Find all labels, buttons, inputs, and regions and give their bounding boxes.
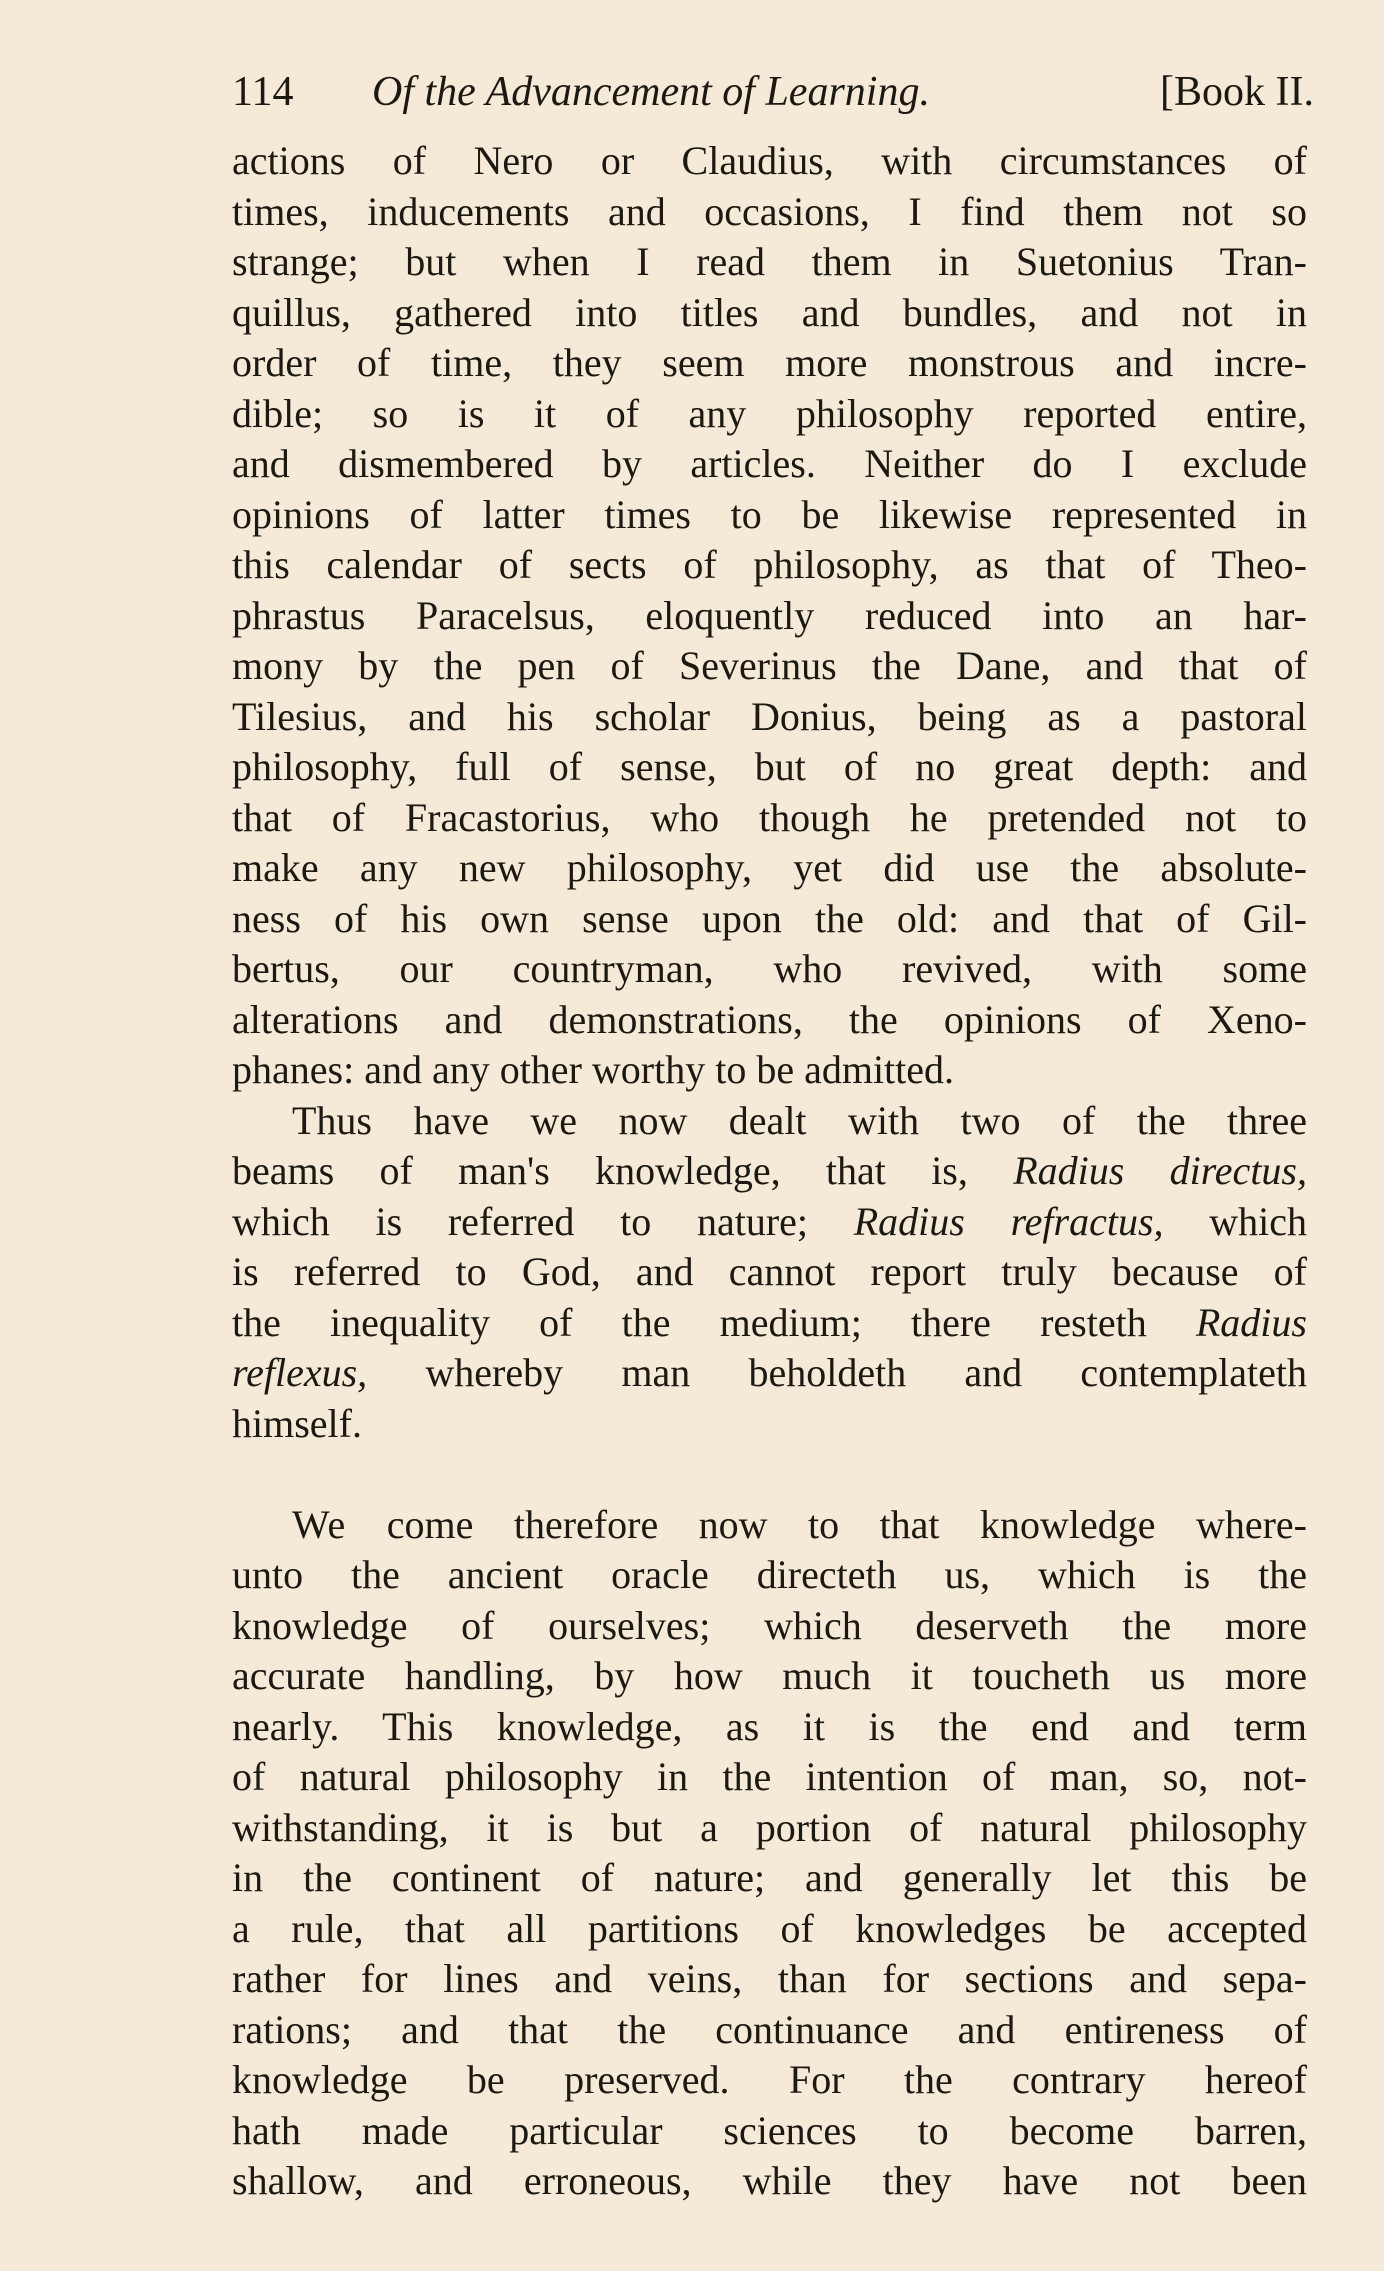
text-run: which bbox=[1209, 1198, 1307, 1244]
text-line bbox=[232, 1096, 1307, 1147]
text-run: which is referred to nature; bbox=[232, 1198, 809, 1244]
text-line: and dismembered by articles. Neither do I exclude bbox=[232, 441, 1307, 486]
text-line bbox=[232, 1298, 1307, 1349]
text-line: knowledge be preserved. For the contrary hereof bbox=[232, 2057, 1307, 2102]
text-line: of natural philosophy in the intention of man, so, not- bbox=[232, 1754, 1307, 1799]
text-line: times, inducements and occasions, I find them not so bbox=[232, 188, 1307, 234]
text-line: rather for lines and veins, than for sections and sepa- bbox=[232, 1956, 1307, 2001]
text-line bbox=[232, 1146, 1307, 1197]
small-caps-opening: We bbox=[292, 1501, 347, 1547]
text-line: this calendar of sects of philosophy, as that of Theo- bbox=[232, 542, 1307, 587]
text-line: himself. bbox=[232, 1400, 362, 1446]
text-line: withstanding, it is but a portion of natural philosophy bbox=[232, 1804, 1307, 1850]
text-line bbox=[232, 1500, 1307, 1551]
text-line: ness of his own sense upon the old: and that of Gil- bbox=[232, 895, 1307, 941]
text-line: knowledge of ourselves; which deserveth the more bbox=[232, 1602, 1307, 1648]
text-run: Thus have we now dealt with two of the three bbox=[292, 1097, 1307, 1143]
text-line: opinions of latter times to be likewise represented in bbox=[232, 491, 1307, 537]
text-run: come therefore now to that knowledge where- bbox=[386, 1501, 1307, 1547]
text-line: that of Fracastorius, who though he pretended not to bbox=[232, 794, 1307, 840]
latin-term: Radius bbox=[1195, 1299, 1307, 1345]
latin-term: reflexus, bbox=[232, 1350, 368, 1395]
text-line bbox=[232, 1348, 1307, 1399]
text-line: phanes: and any other worthy to be admitted. bbox=[232, 1047, 955, 1092]
text-line: dible; so is it of any philosophy reported entire, bbox=[232, 390, 1307, 436]
latin-term: Radius directus, bbox=[1013, 1148, 1307, 1193]
text-line bbox=[232, 1197, 1307, 1248]
text-line: shallow, and erroneous, while they have not been bbox=[232, 2158, 1307, 2203]
text-line: order of time, they seem more monstrous and incre- bbox=[232, 340, 1307, 385]
text-line: hath made particular sciences to become barren, bbox=[232, 2107, 1307, 2153]
text-line: phrastus Paracelsus, eloquently reduced into an har- bbox=[232, 592, 1307, 638]
text-line: make any new philosophy, yet did use the absolute- bbox=[232, 845, 1307, 890]
text-line: accurate handling, by how much it toucheth us more bbox=[232, 1653, 1307, 1698]
text-line: actions of Nero or Claudius, with circumstances of bbox=[232, 138, 1307, 183]
text-line: quillus, gathered into titles and bundles, and not in bbox=[232, 289, 1307, 335]
text-run: whereby man beholdeth and contemplateth bbox=[425, 1350, 1307, 1395]
text-line: mony by the pen of Severinus the Dane, and that of bbox=[232, 643, 1307, 688]
text-line: unto the ancient oracle directeth us, which is the bbox=[232, 1552, 1307, 1597]
body-text bbox=[232, 136, 1307, 2207]
paragraph-gap bbox=[232, 1449, 1307, 1500]
text-line: is referred to God, and cannot report truly because of bbox=[232, 1249, 1307, 1294]
text-line: rations; and that the continuance and entireness of bbox=[232, 2006, 1307, 2052]
latin-term: Radius refractus, bbox=[853, 1198, 1164, 1244]
text-line: alterations and demonstrations, the opinions of Xeno- bbox=[232, 996, 1307, 1042]
text-line: Tilesius, and his scholar Donius, being as a pastoral bbox=[232, 693, 1307, 739]
text-run: beams of man's knowledge, that is, bbox=[232, 1148, 968, 1193]
text-line: strange; but when I read them in Suetonius Tran- bbox=[232, 239, 1307, 284]
text-line: philosophy, full of sense, but of no great depth: and bbox=[232, 744, 1307, 789]
running-title: Of the Advancement of Learning. bbox=[372, 69, 930, 115]
text-line: in the continent of nature; and generally let this be bbox=[232, 1855, 1307, 1900]
text-line: a rule, that all partitions of knowledges be accepted bbox=[232, 1905, 1307, 1951]
book-label: [Book II. bbox=[1160, 69, 1314, 115]
text-line: nearly. This knowledge, as it is the end and term bbox=[232, 1703, 1307, 1749]
running-header bbox=[232, 62, 1314, 122]
page-number: 114 bbox=[232, 69, 294, 115]
text-line: bertus, our countryman, who revived, with some bbox=[232, 946, 1307, 991]
text-run: the inequality of the medium; there resteth bbox=[232, 1299, 1147, 1345]
